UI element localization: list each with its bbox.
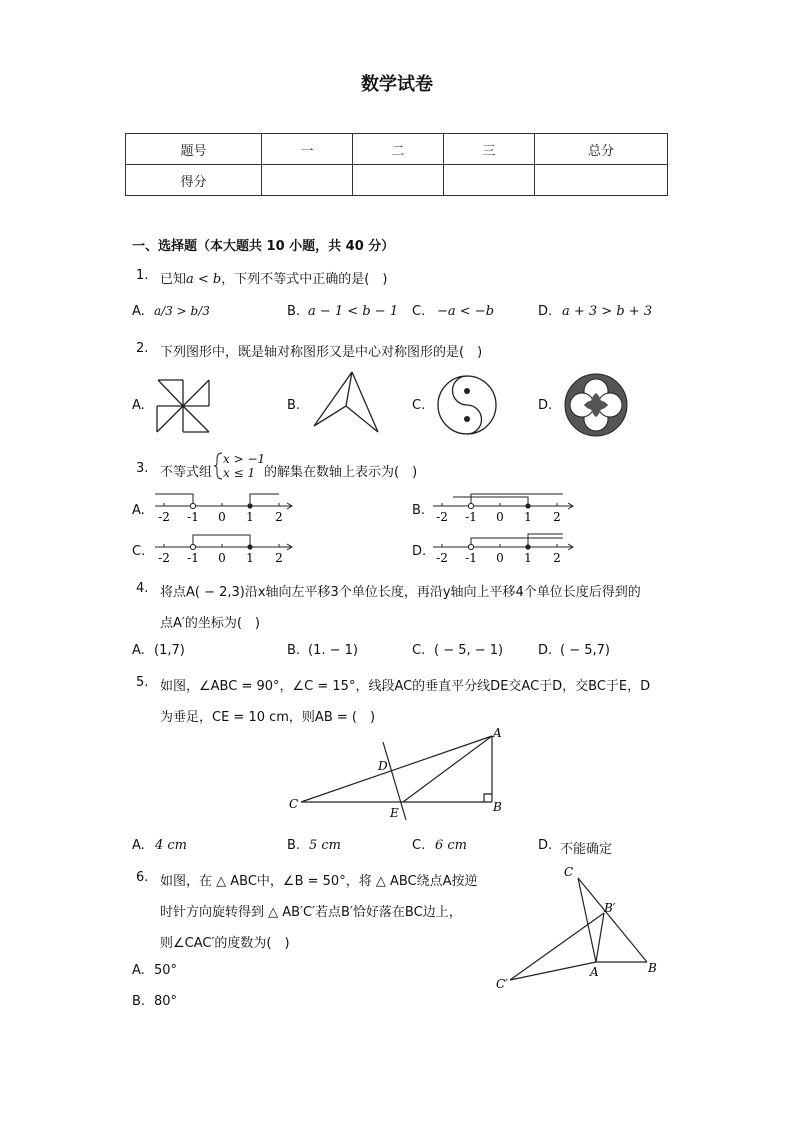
question-text-line1: 如图，∠ABC = 90°，∠C = 15°，线段AC的垂直平分线DE交AC于D，交BC于E，D: [160, 679, 651, 694]
question-text-line2: 为垂足，CE = 10 cm，则AB = ( ): [160, 710, 376, 725]
score-header-cell: 三: [444, 134, 535, 165]
option-label[interactable]: A.: [132, 643, 145, 658]
question-text-line3: 则∠CAC′的度数为( ): [160, 936, 290, 951]
tick-label: 1: [246, 551, 254, 565]
question-text-line2: 点A′的坐标为( ): [160, 616, 260, 631]
option-label[interactable]: A.: [132, 963, 145, 978]
point-label: C′: [496, 977, 508, 991]
question-text-pre: 已知: [160, 272, 187, 287]
point-label: C: [564, 865, 574, 879]
tick-label: 2: [275, 510, 283, 524]
quatrefoil-figure: [563, 372, 629, 438]
question-text-post: ，下列不等式中正确的是( ): [221, 272, 388, 287]
option-label[interactable]: B.: [412, 503, 426, 518]
point-label: D: [378, 759, 388, 773]
tick-label: 0: [496, 510, 504, 524]
point-label: B: [493, 800, 502, 814]
option-label[interactable]: A.: [132, 838, 145, 853]
tick-label: -2: [158, 510, 170, 524]
option-text: 6 cm: [435, 838, 468, 853]
point-label: E: [390, 806, 399, 820]
tick-label: -2: [158, 551, 170, 565]
score-header-cell: 一: [262, 134, 353, 165]
option-label[interactable]: B.: [287, 398, 301, 413]
tick-label: -2: [436, 510, 448, 524]
option-label[interactable]: A.: [132, 398, 145, 413]
score-input-cell[interactable]: [444, 165, 535, 196]
option-text: (1. − 1): [308, 643, 358, 658]
tick-label: -1: [465, 551, 477, 565]
section-heading: 一、选择题（本大题共 10 小题，共 40 分）: [132, 239, 395, 254]
tick-label: -1: [187, 510, 199, 524]
yin-yang-figure: [436, 374, 498, 436]
score-table-score-row: [126, 165, 668, 196]
option-text: 50°: [154, 963, 178, 978]
geometry-figure-q6: [490, 858, 670, 998]
option-text: ( − 5, − 1): [434, 643, 504, 658]
option-label[interactable]: D.: [538, 643, 553, 658]
number-line-b: [428, 490, 578, 526]
question-number: 3.: [136, 461, 149, 476]
point-label: C: [289, 797, 299, 811]
geometry-figure-q5: [285, 726, 510, 826]
option-label[interactable]: B.: [132, 994, 146, 1009]
option-text: (1,7): [154, 643, 185, 658]
option-text: −a < −b: [437, 304, 495, 319]
question-number: 6.: [136, 870, 149, 885]
question-text: [160, 268, 387, 287]
question-text-post: 的解集在数轴上表示为( ): [264, 465, 418, 480]
option-label[interactable]: D.: [412, 544, 427, 559]
tick-label: 1: [524, 551, 532, 565]
question-number: 2.: [136, 341, 149, 356]
tick-label: 1: [246, 510, 254, 524]
number-line-d: [428, 531, 578, 567]
number-line-a: [150, 490, 300, 526]
tick-label: 2: [553, 551, 561, 565]
option-text: a + 3 > b + 3: [562, 304, 653, 319]
point-label: B′: [604, 901, 616, 915]
option-text: 80°: [154, 994, 178, 1009]
system-inequality-1: x > −1: [223, 452, 266, 466]
option-text: a − 1 < b − 1: [308, 304, 399, 319]
question-number: 4.: [136, 581, 149, 596]
score-header-cell: 题号: [126, 134, 262, 165]
question-text-line2: 时针方向旋转得到 △ AB′C′若点B′恰好落在BC边上，: [160, 905, 462, 920]
option-label[interactable]: C.: [412, 304, 426, 319]
point-label: A: [590, 965, 599, 979]
option-label[interactable]: D.: [538, 398, 553, 413]
question-number: 5.: [136, 675, 149, 690]
tick-label: 1: [524, 510, 532, 524]
point-label: A: [493, 726, 502, 740]
pinwheel-figure: [155, 378, 211, 434]
option-label[interactable]: B.: [287, 838, 301, 853]
option-text: 4 cm: [155, 838, 188, 853]
option-label[interactable]: C.: [412, 643, 426, 658]
question-math: a < b: [186, 272, 222, 287]
tick-label: 0: [218, 510, 226, 524]
option-label[interactable]: B.: [287, 304, 301, 319]
tick-label: 0: [496, 551, 504, 565]
score-table-header-row: [126, 134, 668, 165]
option-text: ( − 5,7): [560, 643, 610, 658]
number-line-c: [150, 531, 300, 567]
score-header-cell: 总分: [535, 134, 668, 165]
system-inequality-2: x ≤ 1: [223, 466, 256, 480]
option-label[interactable]: D.: [538, 304, 553, 319]
option-text: 5 cm: [309, 838, 342, 853]
tick-label: 2: [275, 551, 283, 565]
tick-label: -1: [465, 510, 477, 524]
question-text-line1: 如图，在 △ ABC中，∠B = 50°，将 △ ABC绕点A按逆: [160, 874, 478, 889]
option-label[interactable]: A.: [132, 503, 145, 518]
score-header-cell: 二: [353, 134, 444, 165]
tick-label: 0: [218, 551, 226, 565]
option-label[interactable]: D.: [538, 838, 553, 853]
score-row-label: 得分: [126, 165, 262, 196]
triangle-star-figure: [310, 370, 385, 438]
tick-label: 2: [553, 510, 561, 524]
option-label[interactable]: C.: [412, 398, 426, 413]
page-title: 数学试卷: [361, 74, 433, 95]
score-table: [125, 133, 668, 196]
score-input-cell[interactable]: [262, 165, 353, 196]
option-label[interactable]: C.: [412, 838, 426, 853]
option-label[interactable]: A.: [132, 304, 145, 319]
option-text: 不能确定: [560, 842, 613, 857]
question-text-pre: 不等式组: [160, 465, 213, 480]
tick-label: -1: [187, 551, 199, 565]
option-label[interactable]: C.: [132, 544, 146, 559]
score-input-cell[interactable]: [535, 165, 668, 196]
point-label: B: [648, 961, 657, 975]
score-input-cell[interactable]: [353, 165, 444, 196]
tick-label: -2: [436, 551, 448, 565]
question-number: 1.: [136, 268, 149, 283]
question-text: 下列图形中，既是轴对称图形又是中心对称图形的是( ): [160, 345, 483, 360]
option-text: a/3 > b/3: [154, 304, 210, 318]
question-text-line1: 将点A( − 2,3)沿x轴向左平移3个单位长度，再沿y轴向上平移4个单位长度后得到的: [160, 585, 641, 600]
option-label[interactable]: B.: [287, 643, 301, 658]
